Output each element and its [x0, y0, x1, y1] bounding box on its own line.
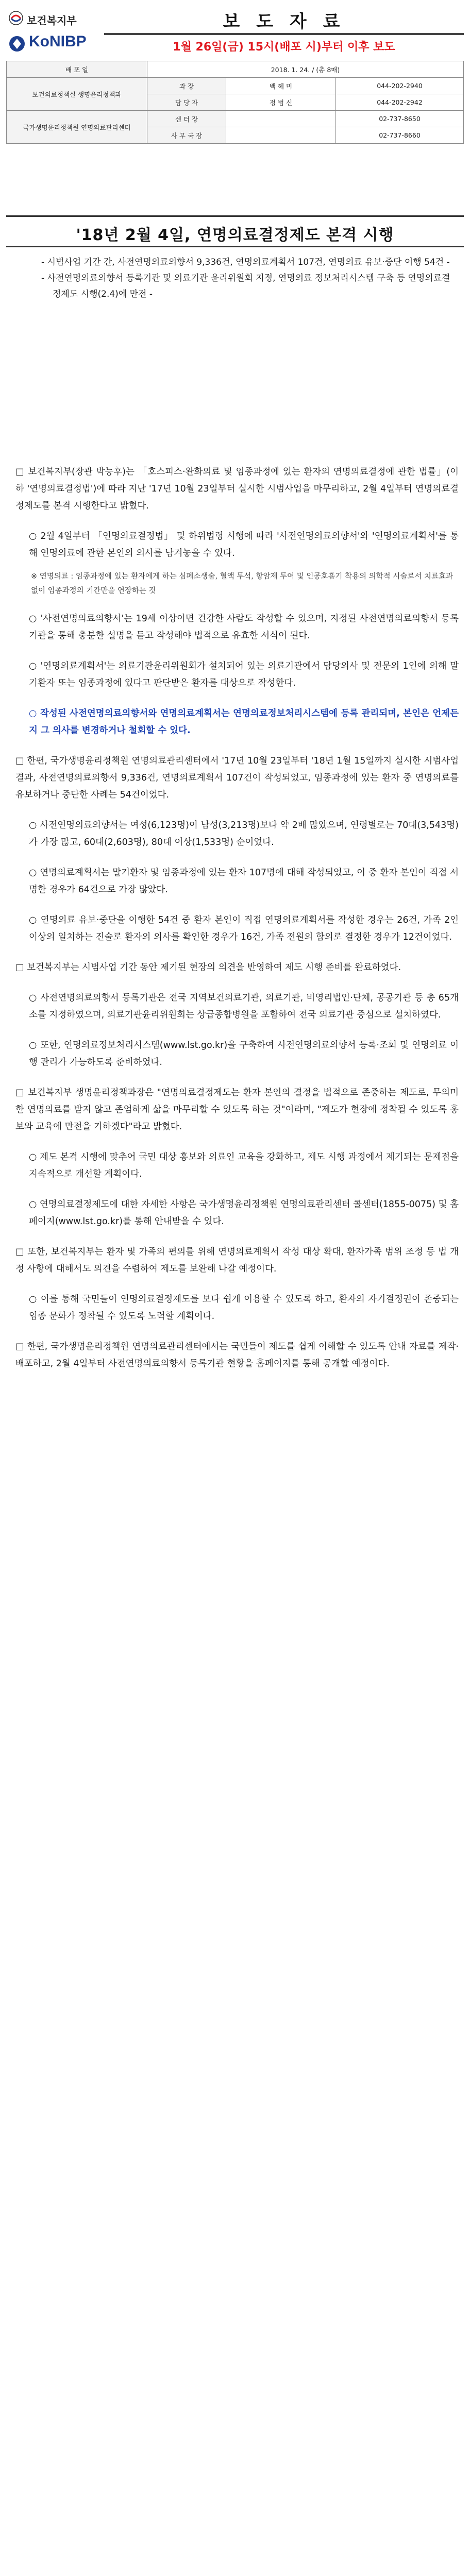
- table-cell: 과 장: [147, 78, 226, 94]
- body-paragraph: ○ 사전연명의료의향서 등록기관은 전국 지역보건의료기관, 의료기관, 비영리법인·단체, 공공기관 등 총 65개소를 지정하였으며, 의료기관윤리위원회는 상급종합병원을 포함하여 전국 의료기관 중심으로 설치하였다.: [29, 993, 459, 1020]
- press-banner: [104, 5, 464, 57]
- ministry-logo: [8, 7, 96, 29]
- table-row: [7, 61, 464, 78]
- body-paragraph: ○ 연명의료 유보·중단을 이행한 54건 중 환자 본인이 직접 연명의료계획서를 작성한 경우는 26건, 가족 2인 이상의 일치하는 진술로 환자의 의사를 확인한 경우가 16건, 가족 전원의 합의로 결정한 경우가 12건이었다.: [29, 915, 459, 942]
- body-paragraph: ○ 제도 본격 시행에 맞추어 국민 대상 홍보와 의료인 교육을 강화하고, 제도 시행 과정에서 제기되는 문제점을 지속적으로 개선할 계획이다.: [29, 1152, 459, 1179]
- table-cell: 044-202-2940: [336, 78, 464, 94]
- table-cell: 정 범 신: [226, 94, 336, 111]
- table-cell: [226, 111, 336, 127]
- table-cell: 사 무 국 장: [147, 127, 226, 144]
- body-paragraph: □ 한편, 국가생명윤리정책원 연명의료관리센터에서 '17년 10월 23일부터 '18년 1월 15일까지 실시한 시범사업 결과, 사전연명의료의향서 9,336건, 연명의료계획서 107건이 작성되었고, 임종과정에 있는 환자 중 연명의료를 유보하거나 중단한 사례는 54건이었다.: [15, 756, 459, 800]
- body-paragraph-highlight: ○ 작성된 사전연명의료의향서와 연명의료계획서는 연명의료정보처리시스템에 등록 관리되며, 본인은 언제든지 그 의사를 변경하거나 철회할 수 있다.: [29, 708, 459, 736]
- embargo-notice: 1월 26일(금) 15시(배포 시)부터 이후 보도: [173, 41, 395, 54]
- table-cell: 044-202-2942: [336, 94, 464, 111]
- table-cell: 국가생명윤리정책원 연명의료관리센터: [7, 111, 147, 144]
- table-cell: 02-737-8660: [336, 127, 464, 144]
- body-paragraph: ○ 또한, 연명의료정보처리시스템(www.lst.go.kr)을 구축하여 사전연명의료의향서 등록·조회 및 연명의료 이행 관리가 가능하도록 준비하였다.: [29, 1040, 459, 1067]
- body-paragraph: ○ 연명의료계획서는 말기환자 및 임종과정에 있는 환자 107명에 대해 작성되었고, 이 중 환자 본인이 직접 서명한 경우가 64건으로 가장 많았다.: [29, 868, 459, 895]
- header: [6, 5, 464, 57]
- table-row: [7, 111, 464, 127]
- body-paragraph: ○ 이를 통해 국민들이 연명의료결정제도를 보다 쉽게 이용할 수 있도록 하고, 환자의 자기결정권이 존중되는 임종 문화가 정착될 수 있도록 노력할 계획이다.: [29, 1294, 459, 1321]
- summary-item: - 사전연명의료의향서 등록기관 및 의료기관 윤리위원회 지정, 연명의료 정보처리시스템 구축 등 연명의료결정제도 시행(2.4)에 만전 -: [41, 273, 450, 299]
- body-paragraph: □ 보건복지부 생명윤리정책과장은 "연명의료결정제도는 환자 본인의 결정을 법적으로 존중하는 제도로, 무의미한 연명의료를 받지 않고 존엄하게 삶을 마무리할 수 있도록 하는 것"이라며, "제도가 현장에 정착될 수 있도록 홍보와 교육에 만전을 기하겠다"라고 밝혔다.: [15, 1088, 459, 1132]
- contact-table: [6, 61, 464, 144]
- summary-block: [41, 255, 458, 302]
- konibp-emblem-icon: [8, 35, 26, 53]
- body-text: [15, 464, 459, 1386]
- body-paragraph: □ 또한, 보건복지부는 환자 및 가족의 편의를 위해 연명의료계획서 작성 대상 확대, 환자가족 범위 조정 등 법 개정 사항에 대해서도 의견을 수렴하여 제도를 보완해 나갈 예정이다.: [15, 1247, 459, 1274]
- body-paragraph: ○ 사전연명의료의향서는 여성(6,123명)이 남성(3,213명)보다 약 2배 많았으며, 연령별로는 70대(3,543명)가 가장 많고, 60대(2,603명), 80대 이상(1,533명) 순이었다.: [29, 820, 459, 848]
- body-paragraph: ○ '연명의료계획서'는 의료기관윤리위원회가 설치되어 있는 의료기관에서 담당의사 및 전문의 1인에 의해 말기환자 또는 임종과정에 있다고 판단받은 환자를 대상으로 작성한다.: [29, 661, 459, 688]
- headline: '18년 2월 4일, 연명의료결정제도 본격 시행: [76, 226, 394, 244]
- banner-divider: [104, 33, 464, 35]
- table-cell: 2018. 1. 24. / (총 8매): [147, 61, 464, 78]
- ministry-name: 보건복지부: [27, 14, 77, 27]
- table-cell: 담 당 자: [147, 94, 226, 111]
- body-paragraph: ○ 2월 4일부터 「연명의료결정법」 및 하위법령 시행에 따라 '사전연명의료의향서'와 '연명의료계획서'를 통해 연명의료에 관한 본인의 의사를 남겨놓을 수 있다.: [29, 531, 459, 558]
- konibp-logo: [8, 32, 96, 57]
- doc-type-title: 보 도 자 료: [223, 11, 345, 32]
- table-cell: [226, 127, 336, 144]
- table-row: [7, 78, 464, 94]
- ministry-emblem-icon: [8, 10, 24, 26]
- body-paragraph: □ 한편, 국가생명윤리정책원 연명의료관리센터에서는 국민들이 제도를 쉽게 이해할 수 있도록 안내 자료를 제작·배포하고, 2월 4일부터 사전연명의료의향서 등록기관 현황을 홈페이지를 통해 공개할 예정이다.: [15, 1342, 459, 1369]
- table-cell: 백 혜 미: [226, 78, 336, 94]
- footnote: ※ 연명의료 : 임종과정에 있는 환자에게 하는 심폐소생술, 혈액 투석, 항암제 투여 및 인공호흡기 착용의 의학적 시술로서 치료효과 없이 임종과정의 기간만을 연장하는 것: [31, 572, 453, 595]
- body-paragraph: ○ 연명의료결정제도에 대한 자세한 사항은 국가생명윤리정책원 연명의료관리센터 콜센터(1855-0075) 및 홈페이지(www.lst.go.kr)를 통해 안내받을 수 있다.: [29, 1199, 459, 1227]
- konibp-name: KoNIBP: [29, 33, 87, 50]
- body-paragraph: □ 보건복지부(장관 박능후)는 「호스피스·완화의료 및 임종과정에 있는 환자의 연명의료결정에 관한 법률」(이하 '연명의료결정법')에 따라 지난 '17년 10월 23일부터 실시한 시범사업을 마무리하고, 2월 4일부터 연명의료결정제도를 본격 시행한다고 밝혔다.: [15, 467, 459, 511]
- body-paragraph: □ 보건복지부는 시범사업 기간 동안 제기된 현장의 의견을 반영하여 제도 시행 준비를 완료하였다.: [15, 962, 401, 973]
- table-cell: 배 포 일: [7, 61, 147, 78]
- table-cell: 센 터 장: [147, 111, 226, 127]
- table-cell: 02-737-8650: [336, 111, 464, 127]
- body-paragraph: ○ '사전연명의료의향서'는 19세 이상이면 건강한 사람도 작성할 수 있으며, 지정된 사전연명의료의향서 등록기관을 통해 충분한 설명을 듣고 작성해야 법적으로 유효한 서식이 된다.: [29, 614, 459, 641]
- table-cell: 보건의료정책실 생명윤리정책과: [7, 78, 147, 111]
- summary-item: - 시범사업 기간 간, 사전연명의료의향서 9,336건, 연명의료계획서 107건, 연명의료 유보·중단 이행 54건 -: [41, 257, 450, 267]
- headline-box: [6, 215, 464, 247]
